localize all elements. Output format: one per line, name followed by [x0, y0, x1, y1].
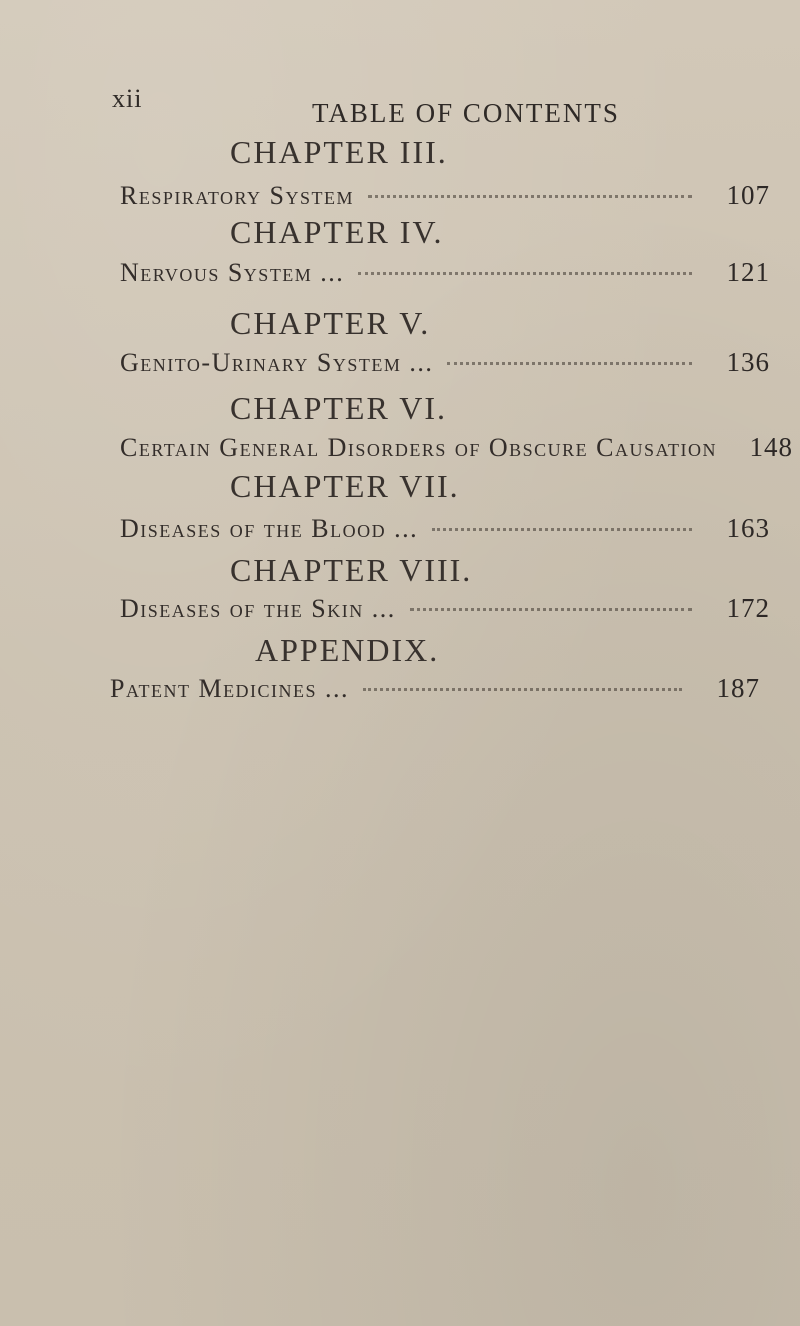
page-number: 121	[726, 257, 770, 287]
chapter-heading: CHAPTER VI.	[230, 390, 447, 426]
page-number: 107	[726, 180, 770, 210]
chapter-heading: CHAPTER VIII.	[230, 552, 473, 588]
toc-row	[120, 432, 794, 472]
section-title: Genito-Urinary System ...	[120, 348, 434, 377]
running-head	[0, 80, 800, 128]
toc-row	[120, 347, 770, 387]
dot-leaders	[432, 518, 692, 531]
page-number: 148	[749, 432, 794, 462]
page-number: 163	[726, 513, 770, 543]
page-number: 136	[726, 347, 770, 377]
section-title: Certain General Disorders of Obscure Causation	[120, 433, 718, 462]
running-head-title: TABLE OF CONTENTS	[312, 98, 620, 128]
toc-row	[120, 257, 770, 297]
dot-leaders	[363, 678, 682, 691]
dot-leaders	[358, 262, 692, 275]
chapter-heading: CHAPTER III.	[230, 134, 448, 170]
chapter-heading: CHAPTER IV.	[230, 214, 444, 250]
toc-row	[110, 673, 760, 713]
section-title: Nervous System ...	[120, 258, 345, 287]
page-folio: xii	[112, 84, 143, 113]
section-title: Diseases of the Skin ...	[120, 594, 396, 623]
section-title: Respiratory System	[120, 181, 355, 210]
page-number: 187	[716, 673, 760, 703]
section-title: Patent Medicines ...	[110, 674, 350, 703]
dot-leaders	[368, 185, 692, 198]
chapter-heading: CHAPTER VII.	[230, 468, 460, 504]
dot-leaders	[447, 352, 692, 365]
toc-row	[120, 513, 770, 553]
chapter-heading: CHAPTER V.	[230, 305, 431, 341]
section-title: Diseases of the Blood ...	[120, 514, 419, 543]
dot-leaders	[410, 598, 692, 611]
toc-row	[120, 593, 770, 633]
page-number: 172	[726, 593, 770, 623]
chapter-heading: APPENDIX.	[255, 632, 440, 668]
